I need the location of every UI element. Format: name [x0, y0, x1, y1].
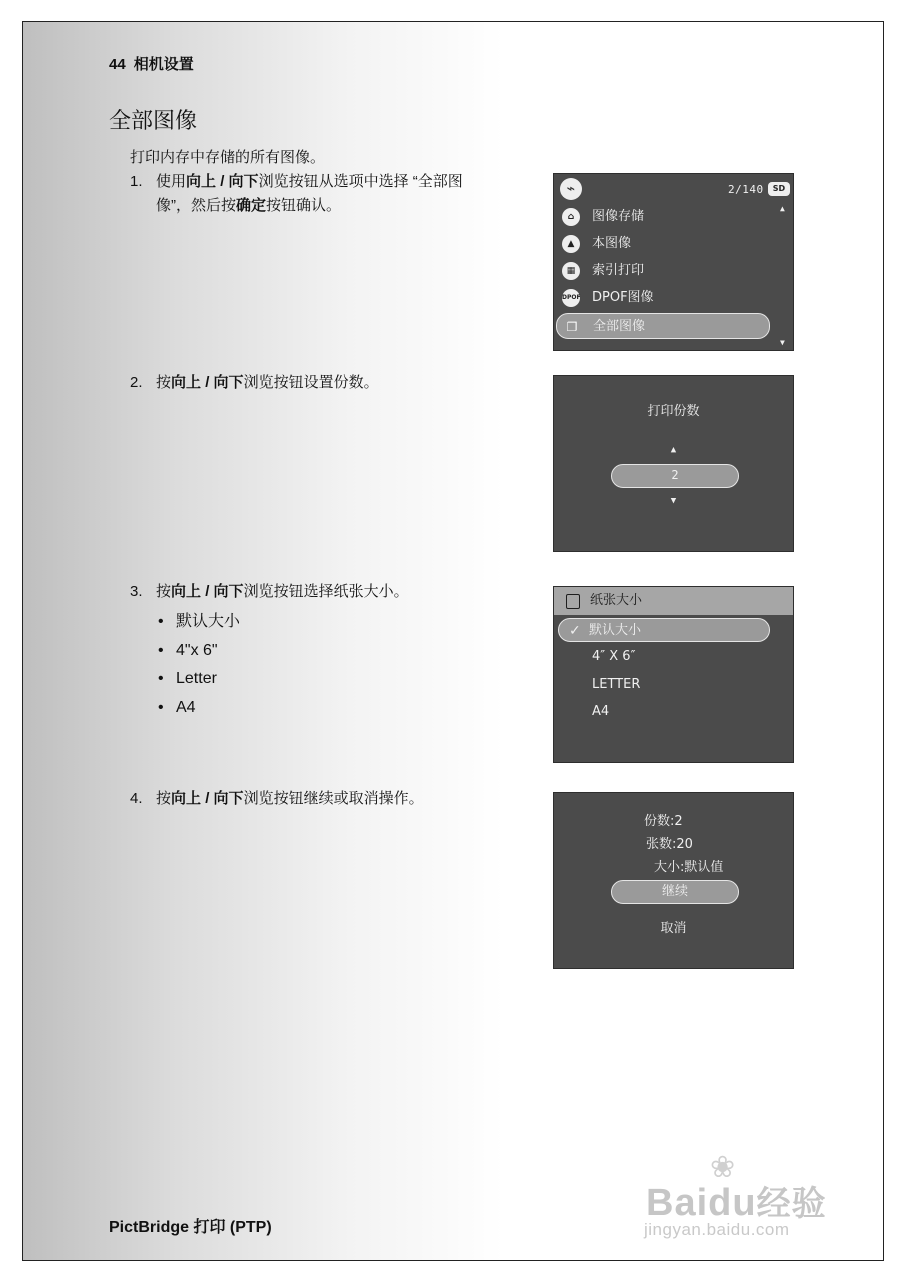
step-number: 4. [130, 790, 143, 807]
menu-item-dpof[interactable] [560, 285, 772, 311]
option-label: A4 [592, 704, 610, 719]
step-text: 浏览按钮从选项中选择 “全部图 [258, 173, 463, 190]
watermark-brand-text: du [708, 1182, 757, 1224]
step-text: 浏览按钮选择纸张大小。 [243, 583, 409, 600]
step-text: 按 [156, 790, 172, 807]
paper-option-a4[interactable] [560, 700, 772, 724]
key-down: 向下 [213, 583, 244, 600]
step-number: 1. [130, 173, 143, 190]
sd-card-icon: SD [768, 182, 790, 196]
print-menu-screen [553, 173, 794, 351]
stack-icon: ❐ [566, 320, 578, 334]
paper-icon [566, 594, 580, 609]
confirm-screen [553, 792, 794, 969]
paper-option-default[interactable] [558, 618, 770, 642]
page-footer: PictBridge 打印 (PTP) [109, 1219, 272, 1236]
page-number: 44 [109, 56, 126, 73]
menu-item-label: DPOF图像 [592, 290, 654, 305]
key-down: 向下 [228, 173, 259, 190]
key-down: 向下 [213, 790, 244, 807]
menu-item-image-storage[interactable] [560, 204, 772, 230]
sheets-summary: 张数:20 [646, 837, 693, 852]
paper-option: • A4 [158, 696, 240, 725]
paper-option: • 默认大小 [158, 610, 240, 639]
menu-item-label: 索引打印 [592, 263, 645, 278]
step-4 [130, 787, 424, 811]
key-up: 向上 [186, 173, 217, 190]
separator: / [201, 583, 214, 600]
screen-title: 纸张大小 [590, 593, 643, 608]
option-label: LETTER [592, 677, 641, 692]
separator: / [201, 374, 214, 391]
step-text: 浏览按钮设置份数。 [243, 374, 379, 391]
status-bar [554, 174, 793, 204]
step-text: 按 [156, 374, 172, 391]
dpof-icon: DPOF [562, 289, 580, 307]
increase-icon[interactable]: ▲ [670, 445, 677, 455]
separator: / [201, 790, 214, 807]
paper-option-4x6[interactable] [560, 645, 772, 669]
paper-size-screen [553, 586, 794, 763]
key-up: 向上 [171, 790, 202, 807]
key-up: 向上 [171, 374, 202, 391]
step-text: 像”，然后按 [156, 197, 236, 214]
picture-icon: ▲ [562, 235, 580, 253]
copies-summary: 份数:2 [644, 814, 683, 829]
copies-value[interactable]: 2 [611, 464, 739, 488]
step-1 [130, 170, 463, 218]
cancel-button[interactable]: 取消 [660, 921, 687, 936]
screen-title-bar [554, 587, 793, 615]
key-up: 向上 [171, 583, 202, 600]
option-label: 4″ X 6″ [592, 649, 636, 664]
step-2 [130, 371, 379, 395]
separator: / [216, 173, 229, 190]
watermark-url: jingyan.baidu.com [644, 1220, 790, 1239]
scroll-up-icon[interactable]: ▲ [780, 204, 785, 213]
paper-option: • Letter [158, 667, 240, 696]
size-summary: 大小:默认值 [654, 860, 724, 875]
paper-option: • 4"x 6" [158, 639, 240, 668]
menu-item-this-image[interactable] [560, 231, 772, 257]
continue-button[interactable]: 继续 [611, 880, 739, 904]
step-continuation [130, 194, 463, 218]
menu-item-label: 本图像 [592, 236, 632, 251]
menu-item-index-print[interactable] [560, 258, 772, 284]
paper-option-letter[interactable] [560, 673, 772, 697]
watermark-brand-cn: 经验 [756, 1185, 827, 1223]
paw-icon: ❀ [710, 1151, 736, 1184]
screen-title: 打印份数 [647, 404, 700, 419]
copies-screen [553, 375, 794, 552]
section-title: 全部图像 [109, 108, 198, 133]
step-number: 3. [130, 583, 143, 600]
watermark-brand-text: Bai [646, 1182, 709, 1224]
image-counter: 2/140 [728, 183, 764, 196]
scroll-down-icon[interactable]: ▼ [780, 338, 785, 347]
step-3 [130, 580, 409, 604]
decrease-icon[interactable]: ▼ [670, 496, 677, 506]
menu-item-label: 全部图像 [593, 319, 646, 334]
step-text: 使用 [156, 173, 187, 190]
step-number: 2. [130, 374, 143, 391]
step-text: 按钮确认。 [266, 197, 342, 214]
key-ok: 确定 [236, 197, 267, 214]
baidu-watermark [640, 1150, 850, 1245]
key-down: 向下 [213, 374, 244, 391]
menu-item-all-images[interactable] [556, 313, 770, 339]
watermark-brand [646, 1176, 827, 1225]
house-icon: ⌂ [562, 208, 580, 226]
paper-size-list [158, 610, 240, 724]
step-text: 按 [156, 583, 172, 600]
step-text: 浏览按钮继续或取消操作。 [243, 790, 424, 807]
page-header [109, 53, 194, 74]
chapter-title: 相机设置 [133, 56, 194, 73]
grid-icon: ▦ [562, 262, 580, 280]
menu-item-label: 图像存储 [592, 209, 645, 224]
option-label: 默认大小 [589, 623, 642, 638]
pictbridge-logo-icon: ⌁ [560, 178, 582, 200]
check-icon: ✓ [569, 623, 581, 639]
intro-text: 打印内存中存储的所有图像。 [130, 149, 326, 166]
